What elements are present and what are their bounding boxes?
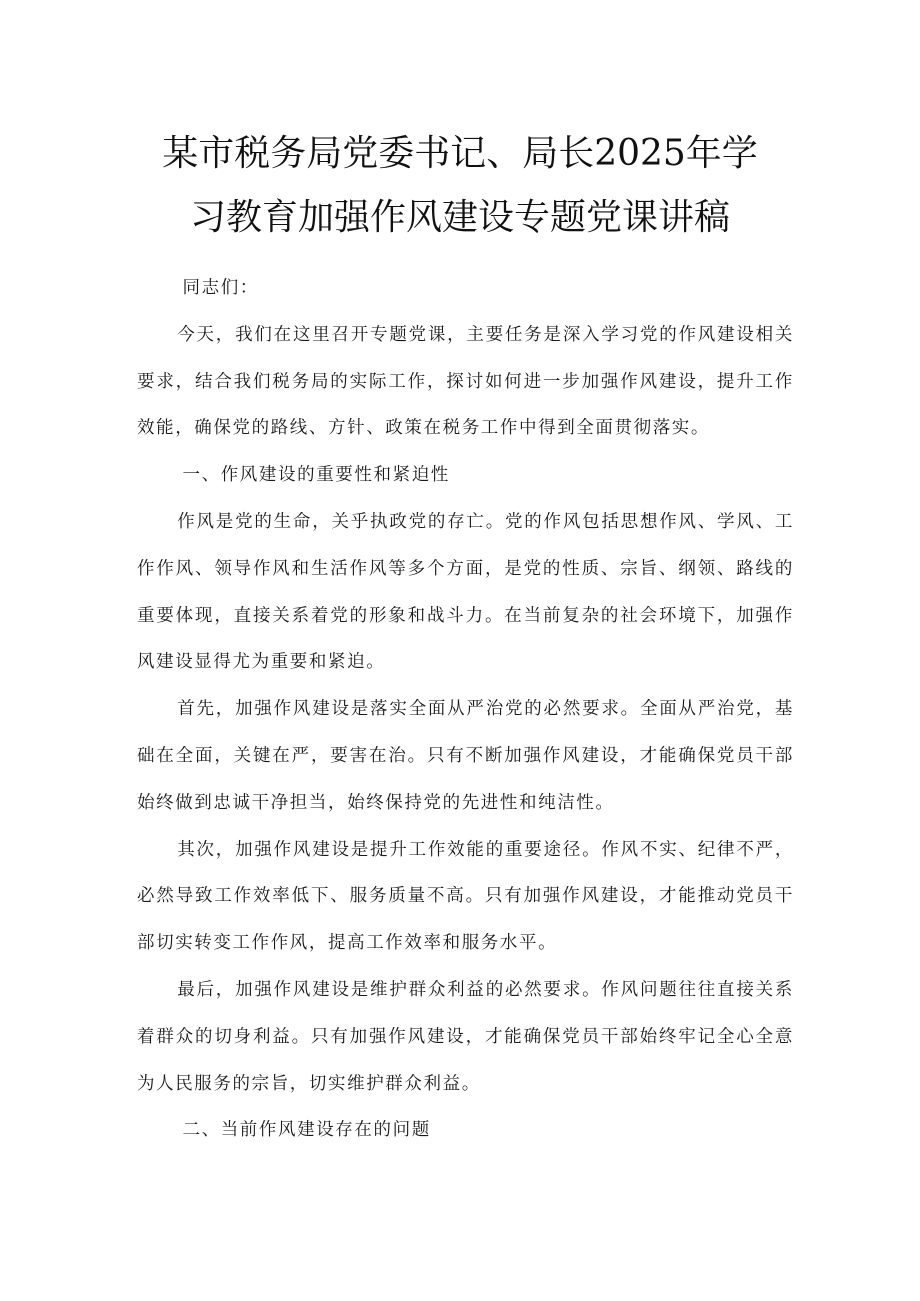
salutation: 同志们：: [182, 278, 259, 298]
paragraph-second: 其次，加强作风建设是提升工作效能的重要途径。作风不实、纪律不严，必然导致工作效率低下、服务质量不高。只有加强作风建设，才能推动党员干部切实转变工作作风，提高工作效率和服务水平。: [137, 839, 794, 954]
document-title-line-2: 习教育加强作风建设专题党课讲稿: [189, 197, 730, 238]
paragraph-last: 最后，加强作风建设是维护群众利益的必然要求。作风问题往往直接关系着群众的切身利益。只有加强作风建设，才能确保党员干部始终牢记全心全意为人民服务的宗旨，切实维护群众利益。: [137, 979, 794, 1094]
document-title-line-1: 某市税务局党委书记、局长2025年学: [162, 133, 758, 174]
section-heading-1: 一、作风建设的重要性和紧迫性: [182, 465, 450, 486]
document-body: [137, 265, 794, 1154]
paragraph-first: 首先，加强作风建设是落实全面从严治党的必然要求。全面从严治党，基础在全面，关键在严，要害在治。只有不断加强作风建设，才能确保党员干部始终做到忠诚干净担当，始终保持党的先进性和纯洁性。: [137, 699, 794, 813]
paragraph-intro: 今天，我们在这里召开专题党课，主要任务是深入学习党的作风建设相关要求，结合我们税务局的实际工作，探讨如何进一步加强作风建设，提升工作效能，确保党的路线、方针、政策在税务工作中得到全面贯彻落实。: [137, 324, 794, 439]
paragraph-importance: 作风是党的生命，关乎执政党的存亡。党的作风包括思想作风、学风、工作作风、领导作风和生活作风等多个方面，是党的性质、宗旨、纲领、路线的重要体现，直接关系着党的形象和战斗力。在当前复杂的社会环境下，加强作风建设显得尤为重要和紧迫。: [137, 511, 794, 673]
section-heading-2: 二、当前作风建设存在的问题: [182, 1120, 431, 1141]
